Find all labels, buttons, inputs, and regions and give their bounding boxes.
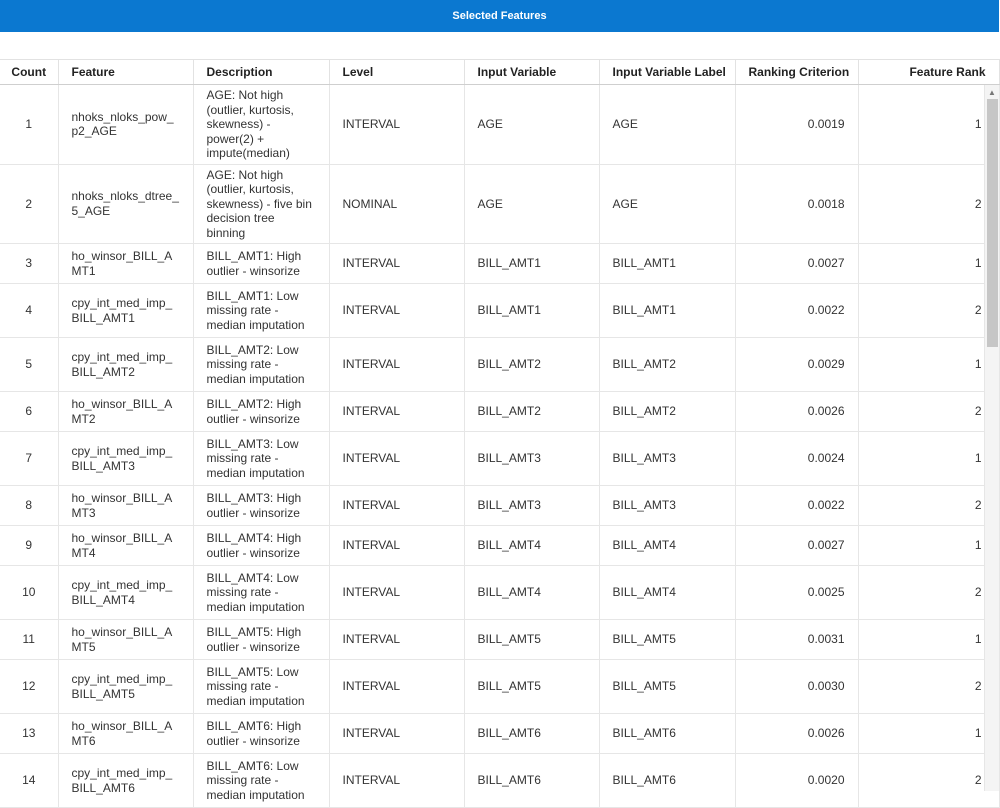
table-cell-level: INTERVAL — [329, 85, 464, 165]
table-cell-description: BILL_AMT5: High outlier - winsorize — [193, 620, 329, 660]
table-cell-level: INTERVAL — [329, 338, 464, 392]
table-cell-feature: cpy_int_med_imp_BILL_AMT4 — [58, 566, 193, 620]
column-header-description[interactable]: Description — [193, 60, 329, 85]
table-cell-ranking-criterion: 0.0022 — [735, 284, 858, 338]
table-row[interactable] — [0, 714, 999, 754]
table-cell-ranking-criterion: 0.0027 — [735, 526, 858, 566]
table-row[interactable] — [0, 284, 999, 338]
table-cell-level: INTERVAL — [329, 432, 464, 486]
table-cell-level: INTERVAL — [329, 244, 464, 284]
table-cell-feature-rank: 2 — [858, 486, 999, 526]
column-header-input-variable[interactable]: Input Variable — [464, 60, 599, 85]
table-cell-level: INTERVAL — [329, 526, 464, 566]
table-cell-input-variable: BILL_AMT1 — [464, 244, 599, 284]
table-cell-count: 5 — [0, 338, 58, 392]
table-cell-input-variable-label: BILL_AMT3 — [599, 486, 735, 526]
table-cell-description: AGE: Not high (outlier, kurtosis, skewness) - five bin decision tree binning — [193, 164, 329, 244]
table-cell-feature: ho_winsor_BILL_AMT1 — [58, 244, 193, 284]
table-cell-feature: cpy_int_med_imp_BILL_AMT5 — [58, 660, 193, 714]
table-cell-description: BILL_AMT3: High outlier - winsorize — [193, 486, 329, 526]
table-cell-feature: ho_winsor_BILL_AMT6 — [58, 714, 193, 754]
features-table-container — [0, 59, 999, 802]
table-cell-count: 3 — [0, 244, 58, 284]
table-cell-feature-rank: 1 — [858, 338, 999, 392]
table-cell-feature-rank: 1 — [858, 526, 999, 566]
table-cell-feature-rank: 2 — [858, 754, 999, 808]
column-header-feature[interactable]: Feature — [58, 60, 193, 85]
table-cell-input-variable-label: BILL_AMT1 — [599, 284, 735, 338]
table-cell-feature: cpy_int_med_imp_BILL_AMT6 — [58, 754, 193, 808]
table-cell-feature: cpy_int_med_imp_BILL_AMT3 — [58, 432, 193, 486]
table-row[interactable] — [0, 620, 999, 660]
table-cell-input-variable-label: BILL_AMT6 — [599, 754, 735, 808]
table-cell-input-variable: BILL_AMT3 — [464, 486, 599, 526]
table-row[interactable] — [0, 526, 999, 566]
table-cell-level: INTERVAL — [329, 392, 464, 432]
table-cell-input-variable: BILL_AMT6 — [464, 754, 599, 808]
table-cell-input-variable-label: BILL_AMT2 — [599, 392, 735, 432]
table-cell-input-variable-label: BILL_AMT4 — [599, 526, 735, 566]
table-cell-input-variable: BILL_AMT3 — [464, 432, 599, 486]
table-cell-level: INTERVAL — [329, 284, 464, 338]
table-cell-level: NOMINAL — [329, 164, 464, 244]
table-cell-input-variable-label: BILL_AMT4 — [599, 566, 735, 620]
table-cell-description: BILL_AMT5: Low missing rate - median imputation — [193, 660, 329, 714]
column-header-level[interactable]: Level — [329, 60, 464, 85]
table-cell-count: 13 — [0, 714, 58, 754]
table-cell-input-variable: BILL_AMT5 — [464, 620, 599, 660]
table-cell-input-variable: BILL_AMT4 — [464, 566, 599, 620]
table-header-row — [0, 60, 999, 85]
table-cell-input-variable-label: BILL_AMT5 — [599, 660, 735, 714]
table-cell-ranking-criterion: 0.0022 — [735, 486, 858, 526]
chevron-up-icon[interactable]: ▲ — [988, 87, 996, 97]
table-cell-ranking-criterion: 0.0026 — [735, 392, 858, 432]
table-cell-input-variable-label: BILL_AMT2 — [599, 338, 735, 392]
column-header-feature-rank[interactable]: Feature Rank — [858, 60, 999, 85]
toolbar-spacer — [0, 32, 999, 59]
table-cell-description: BILL_AMT3: Low missing rate - median imputation — [193, 432, 329, 486]
table-row[interactable] — [0, 244, 999, 284]
table-cell-count: 1 — [0, 85, 58, 165]
table-cell-feature: ho_winsor_BILL_AMT4 — [58, 526, 193, 566]
column-header-ranking-criterion[interactable]: Ranking Criterion — [735, 60, 858, 85]
table-cell-description: BILL_AMT4: Low missing rate - median imputation — [193, 566, 329, 620]
table-cell-input-variable-label: BILL_AMT6 — [599, 714, 735, 754]
table-row[interactable] — [0, 338, 999, 392]
table-cell-ranking-criterion: 0.0029 — [735, 338, 858, 392]
table-cell-input-variable: BILL_AMT1 — [464, 284, 599, 338]
table-row[interactable] — [0, 85, 999, 165]
table-cell-input-variable: BILL_AMT4 — [464, 526, 599, 566]
table-cell-feature-rank: 2 — [858, 660, 999, 714]
table-cell-feature: cpy_int_med_imp_BILL_AMT2 — [58, 338, 193, 392]
table-cell-ranking-criterion: 0.0019 — [735, 85, 858, 165]
table-cell-feature-rank: 1 — [858, 620, 999, 660]
table-cell-input-variable: AGE — [464, 85, 599, 165]
table-cell-feature: ho_winsor_BILL_AMT3 — [58, 486, 193, 526]
table-cell-level: INTERVAL — [329, 714, 464, 754]
table-cell-level: INTERVAL — [329, 660, 464, 714]
table-cell-count: 7 — [0, 432, 58, 486]
table-cell-description: BILL_AMT1: High outlier - winsorize — [193, 244, 329, 284]
column-header-input-variable-label[interactable]: Input Variable Label — [599, 60, 735, 85]
table-row[interactable] — [0, 660, 999, 714]
table-cell-count: 9 — [0, 526, 58, 566]
table-cell-description: BILL_AMT4: High outlier - winsorize — [193, 526, 329, 566]
window-titlebar — [0, 0, 999, 32]
table-cell-feature-rank: 1 — [858, 85, 999, 165]
table-cell-ranking-criterion: 0.0018 — [735, 164, 858, 244]
table-row[interactable] — [0, 164, 999, 244]
table-cell-input-variable-label: BILL_AMT3 — [599, 432, 735, 486]
table-cell-ranking-criterion: 0.0025 — [735, 566, 858, 620]
table-cell-feature-rank: 2 — [858, 392, 999, 432]
table-cell-input-variable: BILL_AMT2 — [464, 338, 599, 392]
table-cell-input-variable: BILL_AMT2 — [464, 392, 599, 432]
table-cell-count: 2 — [0, 164, 58, 244]
table-cell-description: BILL_AMT6: Low missing rate - median imputation — [193, 754, 329, 808]
table-cell-feature: nhoks_nloks_pow_p2_AGE — [58, 85, 193, 165]
table-cell-feature-rank: 1 — [858, 432, 999, 486]
column-header-count[interactable]: Count — [0, 60, 58, 85]
table-cell-count: 12 — [0, 660, 58, 714]
table-cell-ranking-criterion: 0.0026 — [735, 714, 858, 754]
table-cell-ranking-criterion: 0.0030 — [735, 660, 858, 714]
table-cell-count: 4 — [0, 284, 58, 338]
table-cell-ranking-criterion: 0.0027 — [735, 244, 858, 284]
table-cell-level: INTERVAL — [329, 486, 464, 526]
table-cell-feature: ho_winsor_BILL_AMT2 — [58, 392, 193, 432]
table-row[interactable] — [0, 432, 999, 486]
table-cell-ranking-criterion: 0.0020 — [735, 754, 858, 808]
table-cell-input-variable-label: AGE — [599, 85, 735, 165]
table-cell-level: INTERVAL — [329, 754, 464, 808]
table-cell-description: BILL_AMT2: Low missing rate - median imputation — [193, 338, 329, 392]
table-cell-input-variable-label: AGE — [599, 164, 735, 244]
table-cell-feature-rank: 2 — [858, 164, 999, 244]
table-row[interactable] — [0, 486, 999, 526]
window-title: Selected Features — [452, 10, 547, 22]
table-cell-count: 11 — [0, 620, 58, 660]
table-cell-feature-rank: 2 — [858, 566, 999, 620]
table-cell-count: 14 — [0, 754, 58, 808]
table-cell-count: 8 — [0, 486, 58, 526]
features-table — [0, 59, 1000, 808]
table-row[interactable] — [0, 566, 999, 620]
table-cell-description: BILL_AMT2: High outlier - winsorize — [193, 392, 329, 432]
table-cell-input-variable: BILL_AMT5 — [464, 660, 599, 714]
table-cell-input-variable-label: BILL_AMT5 — [599, 620, 735, 660]
vertical-scrollbar[interactable] — [984, 85, 999, 791]
table-row[interactable] — [0, 392, 999, 432]
table-cell-feature-rank: 1 — [858, 714, 999, 754]
table-cell-count: 6 — [0, 392, 58, 432]
table-cell-level: INTERVAL — [329, 620, 464, 660]
table-cell-description: BILL_AMT1: Low missing rate - median imputation — [193, 284, 329, 338]
table-cell-description: BILL_AMT6: High outlier - winsorize — [193, 714, 329, 754]
table-cell-input-variable: AGE — [464, 164, 599, 244]
table-cell-ranking-criterion: 0.0024 — [735, 432, 858, 486]
table-cell-count: 10 — [0, 566, 58, 620]
table-cell-input-variable: BILL_AMT6 — [464, 714, 599, 754]
table-cell-feature-rank: 2 — [858, 284, 999, 338]
table-cell-feature-rank: 1 — [858, 244, 999, 284]
table-cell-ranking-criterion: 0.0031 — [735, 620, 858, 660]
table-cell-level: INTERVAL — [329, 566, 464, 620]
table-cell-feature: nhoks_nloks_dtree_5_AGE — [58, 164, 193, 244]
table-cell-feature: ho_winsor_BILL_AMT5 — [58, 620, 193, 660]
table-cell-input-variable-label: BILL_AMT1 — [599, 244, 735, 284]
table-cell-description: AGE: Not high (outlier, kurtosis, skewness) - power(2) + impute(median) — [193, 85, 329, 165]
table-row[interactable] — [0, 754, 999, 808]
scrollbar-thumb[interactable] — [987, 99, 998, 347]
table-cell-feature: cpy_int_med_imp_BILL_AMT1 — [58, 284, 193, 338]
